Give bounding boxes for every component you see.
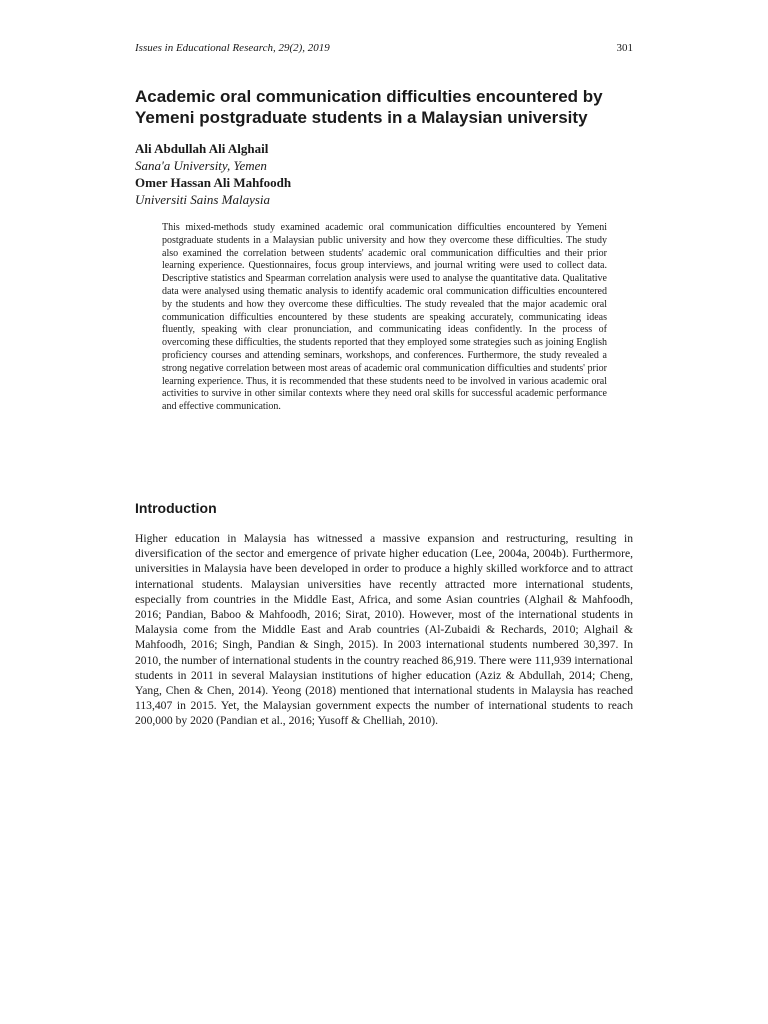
author-block [135, 140, 635, 208]
page-number: 301 [616, 42, 633, 54]
running-head [135, 42, 633, 54]
paper-title: Academic oral communication difficulties encountered by Yemeni postgraduate students in a Malaysian university [135, 87, 603, 127]
author-affiliation-2: Universiti Sains Malaysia [135, 192, 271, 207]
journal-citation: Issues in Educational Research, 29(2), 2019 [135, 42, 330, 54]
section-heading-introduction: Introduction [135, 500, 217, 516]
author-name-1: Ali Abdullah Ali Alghail [135, 141, 269, 156]
author-affiliation-1: Sana'a University, Yemen [135, 158, 267, 173]
introduction-paragraph: Higher education in Malaysia has witnessed a massive expansion and restructuring, resulting in diversification of the sector and emergence of private higher education (Lee, 2004a, 2004b). Furthermore, universities in Malaysia have been developed in order to produce a highly skilled workforce and to attract international students. Malaysian universities have recently attracted more international students, especially from countries in the Middle East, Africa, and some Asian countries (Alghail & Mahfoodh, 2016; Pandian, Baboo & Mahfoodh, 2016; Sirat, 2010). However, most of the international students in Malaysia come from the Middle East and Arab countries (Al-Zubaidi & Rechards, 2010; Alghail & Mahfoodh, 2016; Singh, Pandian & Singh, 2015). In 2003 international students numbered 30,397. In 2010, the number of international students in the country reached 86,919. There were 111,939 international students in 2011 in several Malaysian institutions of higher education (Aziz & Abdullah, 2014; Cheng, Yang, Chen & Chen, 2014). Yeong (2018) mentioned that international students in Malaysia has reached 113,407 in 2015. Yet, the Malaysian government expects the number of international students to reach 200,000 by 2020 (Pandian et al., 2016; Yusoff & Chelliah, 2010). [135, 532, 633, 728]
abstract: This mixed-methods study examined academic oral communication difficulties encountered by Yemeni postgraduate students in a Malaysian public university and how they overcome these difficulties. The study also examined the correlation between students' academic oral communication difficulties and their prior learning experience. Questionnaires, focus group interviews, and journal writing were used to collect data. Descriptive statistics and Spearman correlation analysis were used to analyse the quantitative data. Qualitative data were analysed using thematic analysis to identify academic oral communication difficulties encountered by the students and how they overcome these difficulties. The study revealed that the major academic oral communication difficulties encountered by these students are speaking accurately, communicating ideas fluently, speaking with clear pronunciation, and communicating ideas confidently. In the process of overcoming these difficulties, the students reported that they employed some strategies such as joining English proficiency courses and attending seminars, workshops, and conferences. Furthermore, the study revealed a strong negative correlation between most areas of academic oral communication difficulties and students' prior learning experience. Thus, it is recommended that these students need to be involved in various academic oral activities to survive in other similar contexts where they need oral skills for successful academic performance and effective communication. [162, 222, 607, 413]
author-name-2: Omer Hassan Ali Mahfoodh [135, 175, 292, 190]
